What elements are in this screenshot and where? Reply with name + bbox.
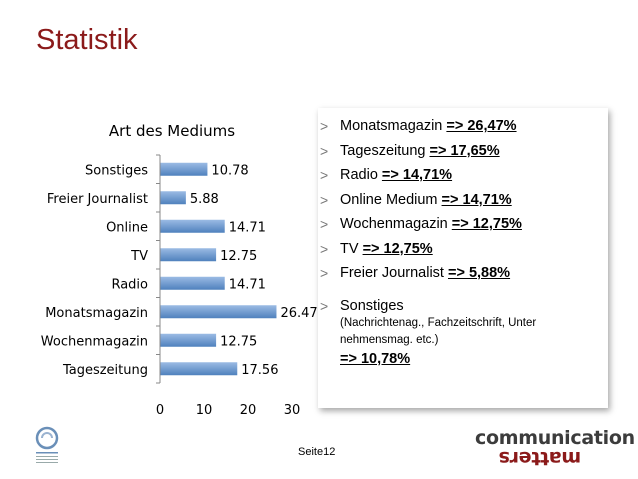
data-label: 10.78 bbox=[211, 163, 249, 179]
bullet-item bbox=[318, 261, 608, 286]
bar bbox=[160, 220, 225, 233]
category-label: TV bbox=[131, 248, 148, 264]
bar bbox=[160, 163, 207, 176]
bullet-item bbox=[318, 163, 608, 188]
bullet-result: => 17,65% bbox=[429, 142, 500, 159]
category-label: Tageszeitung bbox=[62, 362, 148, 378]
category-label: Wochenmagazin bbox=[40, 334, 148, 350]
x-tick-label: 0 bbox=[155, 403, 165, 418]
bullet-list bbox=[318, 108, 608, 286]
bar bbox=[160, 305, 276, 318]
x-tick-label: 10 bbox=[195, 403, 213, 418]
data-label: 5.88 bbox=[189, 191, 219, 207]
other-label: Sonstiges bbox=[340, 297, 404, 314]
data-label: 14.71 bbox=[228, 277, 266, 293]
category-label: Radio bbox=[111, 277, 148, 293]
bullet-arrow-icon: > bbox=[320, 118, 329, 134]
bar-chart bbox=[0, 0, 318, 430]
brand-line1: communication bbox=[475, 427, 635, 449]
bullet-label: TV bbox=[340, 240, 359, 257]
bullet-result: => 12,75% bbox=[362, 240, 433, 257]
bullet-label: Online Medium bbox=[340, 191, 438, 208]
bullet-item bbox=[318, 212, 608, 237]
bullet-arrow-icon: > bbox=[320, 240, 329, 257]
bullet-arrow-icon: > bbox=[320, 142, 329, 159]
category-label: Sonstiges bbox=[85, 163, 148, 179]
data-label: 12.75 bbox=[220, 248, 258, 264]
bullet-result: => 26,47% bbox=[446, 118, 517, 134]
bullet-label: Monatsmagazin bbox=[340, 118, 443, 134]
bullet-label: Tageszeitung bbox=[340, 142, 426, 159]
x-tick-label: 20 bbox=[239, 403, 257, 418]
bullet-arrow-icon: > bbox=[320, 265, 329, 281]
data-label: 17.56 bbox=[241, 362, 279, 378]
bar bbox=[160, 248, 216, 261]
other-detail-line1: (Nachrichtenag., Fachzeitschrift, Unter bbox=[340, 316, 537, 329]
bullet-item bbox=[318, 188, 608, 213]
category-label: Monatsmagazin bbox=[45, 305, 148, 321]
data-label: 12.75 bbox=[220, 334, 258, 350]
bullet-arrow-icon: > bbox=[320, 216, 329, 232]
other-detail-line2: nehmensmag. etc.) bbox=[340, 333, 439, 346]
brand-line2: matters bbox=[498, 447, 582, 469]
x-tick-label: 30 bbox=[283, 403, 301, 418]
ecco-logo bbox=[30, 424, 64, 466]
bullet-item bbox=[318, 237, 608, 262]
bullet-item-other bbox=[318, 298, 608, 367]
bar bbox=[160, 277, 225, 290]
bullet-item bbox=[318, 114, 608, 139]
bar bbox=[160, 191, 186, 204]
bullet-label: Wochenmagazin bbox=[340, 216, 448, 232]
bullet-result: => 12,75% bbox=[451, 216, 522, 232]
bullet-item bbox=[318, 139, 608, 164]
other-result: => 10,78% bbox=[340, 350, 411, 367]
bullet-result: => 14,71% bbox=[441, 191, 512, 208]
bar bbox=[160, 362, 237, 375]
bullet-arrow-icon: > bbox=[320, 167, 329, 183]
bullet-label: Freier Journalist bbox=[340, 265, 444, 281]
summary-panel bbox=[318, 108, 608, 408]
category-label: Freier Journalist bbox=[46, 191, 148, 207]
bullet-label: Radio bbox=[340, 167, 378, 183]
bullet-result: => 5,88% bbox=[447, 265, 511, 281]
page-number: Seite12 bbox=[298, 446, 336, 458]
brand-logo bbox=[475, 427, 635, 469]
data-label: 26.47 bbox=[280, 305, 318, 321]
bar bbox=[160, 334, 216, 347]
chart-title: Art des Mediums bbox=[108, 122, 236, 140]
bullet-result: => 14,71% bbox=[381, 167, 453, 183]
category-label: Online bbox=[106, 220, 148, 236]
slide-title: Statistik bbox=[36, 24, 138, 56]
data-label: 14.71 bbox=[228, 220, 266, 236]
bullet-arrow-icon: > bbox=[320, 191, 329, 208]
bullet-arrow-icon: > bbox=[320, 297, 329, 314]
